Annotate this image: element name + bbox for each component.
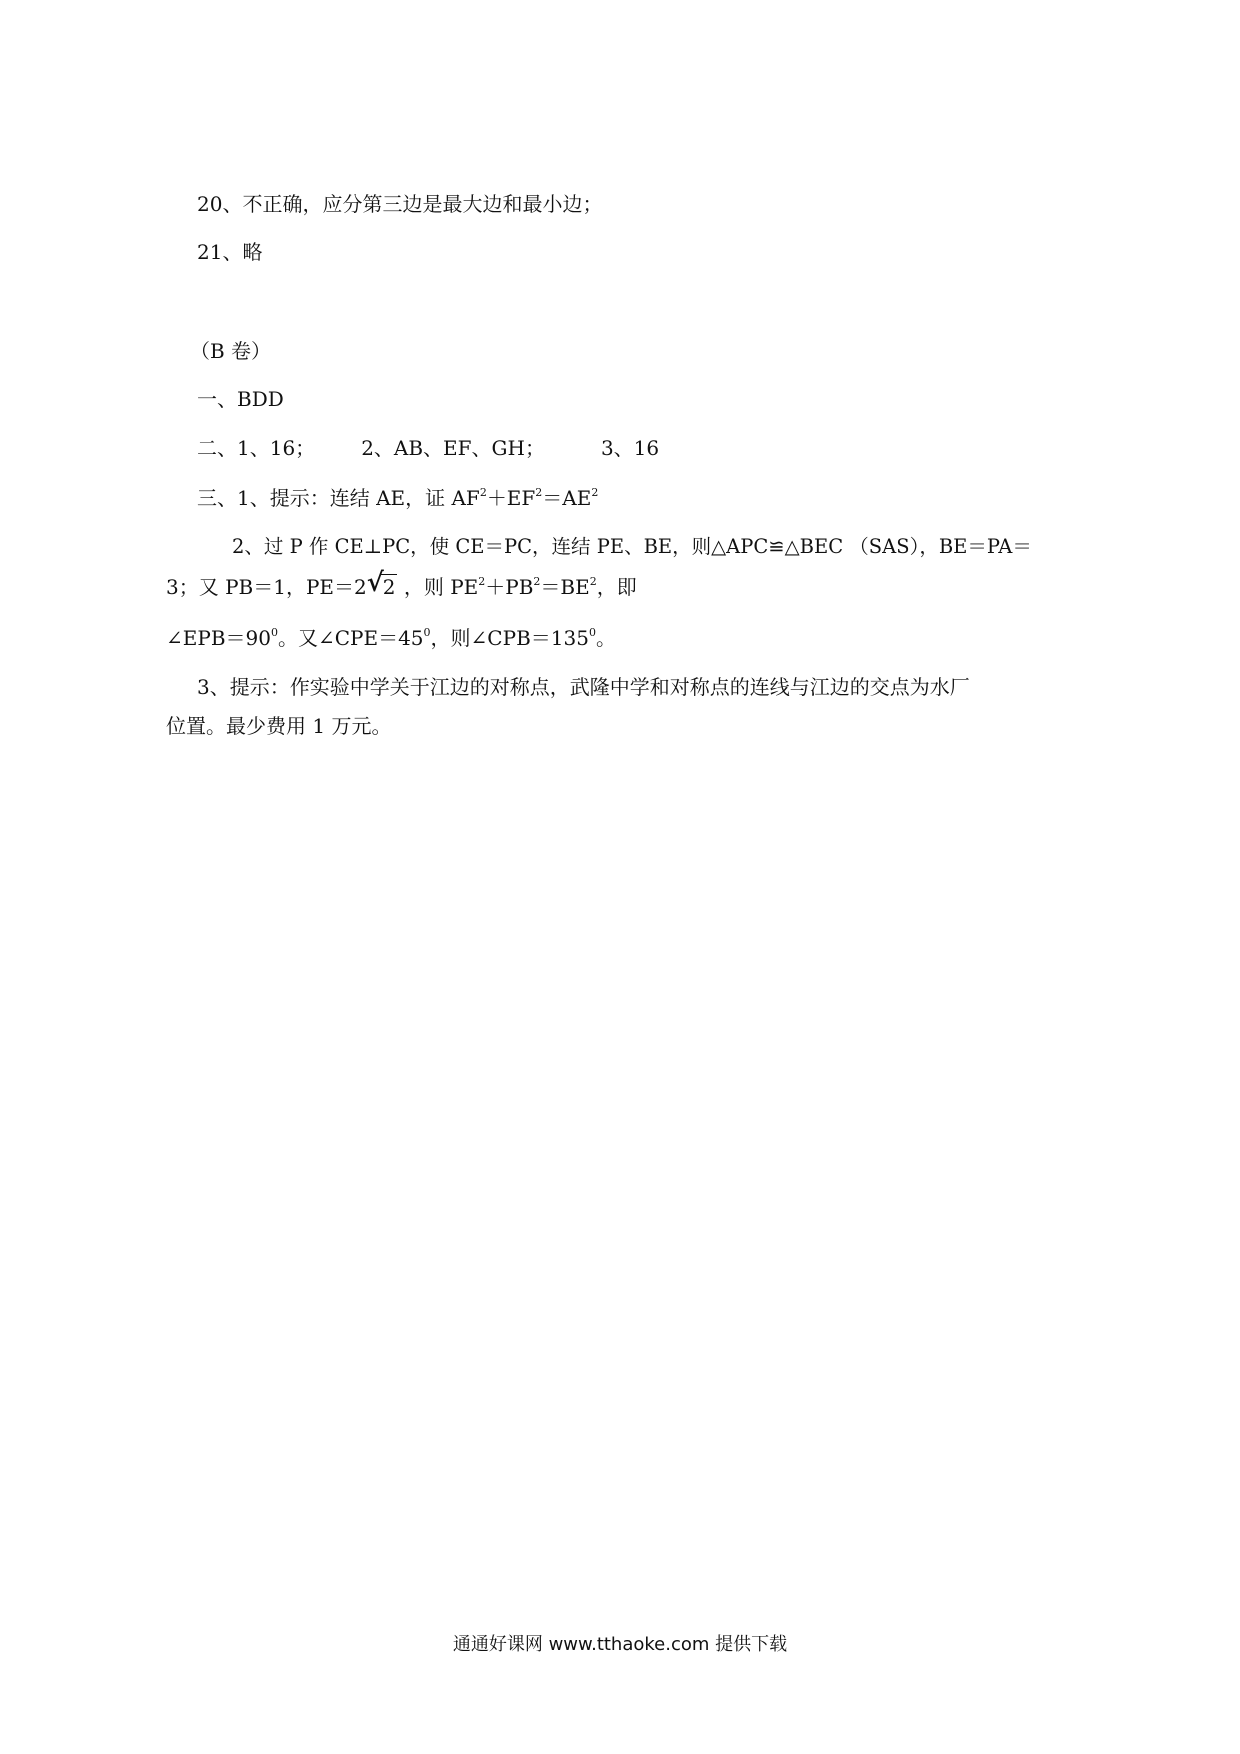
part2-q1: 二、1、16； <box>197 436 316 460</box>
part3-q2-line3-c: ，则∠CPB＝135 <box>430 626 589 650</box>
degree-mark: 0 <box>270 626 278 639</box>
part3-q3-line1: 3、提示：作实验中学关于江边的对称点，武隆中学和对称点的连线与江边的交点为水厂 <box>197 675 970 699</box>
part3-q1-mid1: ＋EF <box>486 486 536 510</box>
exponent: 2 <box>533 575 541 588</box>
exponent: 2 <box>478 575 486 588</box>
answer-21: 21、略 <box>197 240 263 264</box>
sqrt-argument: 2 <box>382 575 396 599</box>
part3-q2-line3-d: 。 <box>595 626 616 650</box>
exponent: 2 <box>535 486 543 499</box>
part3-q3-line2: 位置。最少费用 1 万元。 <box>166 714 392 738</box>
sqrt-sign: √ <box>366 568 384 598</box>
part1-answers: 一、BDD <box>197 387 284 411</box>
part3-q2-line1: 2、过 P 作 CE⊥PC，使 CE＝PC，连结 PE、BE，则△APC≌△BEC （SAS），BE＝PA＝ <box>232 535 1032 558</box>
answer-20: 20、不正确，应分第三边是最大边和最小边； <box>197 192 603 216</box>
part3-q2-line2-mid: ，则 PE <box>403 575 479 599</box>
part3-q2-line2-mid3: ＝BE <box>540 575 590 599</box>
part3-q2-line2-mid2: ＋PB <box>485 575 534 599</box>
part3-q2-line3 <box>166 624 616 656</box>
part2-q3: 3、16 <box>600 436 660 460</box>
part3-q2-line2-pre: 3；又 PB＝1，PE＝2 <box>166 575 367 599</box>
part3-q1-mid2: ＝AE <box>542 486 592 510</box>
degree-mark: 0 <box>588 626 596 639</box>
part3-q1-pre: 三、1、提示：连结 AE，证 AF <box>197 486 480 510</box>
page-footer: 通通好课网 www.tthaoke.com 提供下载 <box>452 1634 788 1655</box>
degree-mark: 0 <box>423 626 431 639</box>
part3-q2-line2 <box>166 568 637 605</box>
part3-q2-line3-a: ∠EPB＝90 <box>166 626 271 650</box>
section-b-heading: （B 卷） <box>190 339 272 363</box>
part3-q2-line2-post: ，即 <box>596 575 637 599</box>
exponent: 2 <box>591 486 599 499</box>
exponent: 2 <box>589 575 597 588</box>
part2-q2: 2、AB、EF、GH； <box>361 436 545 460</box>
part3-q1 <box>197 484 598 516</box>
part2-answers <box>197 434 659 462</box>
sqrt-expression <box>366 568 398 601</box>
exponent: 2 <box>479 486 487 499</box>
part3-q2-line3-b: 。又∠CPE＝45 <box>277 626 424 650</box>
